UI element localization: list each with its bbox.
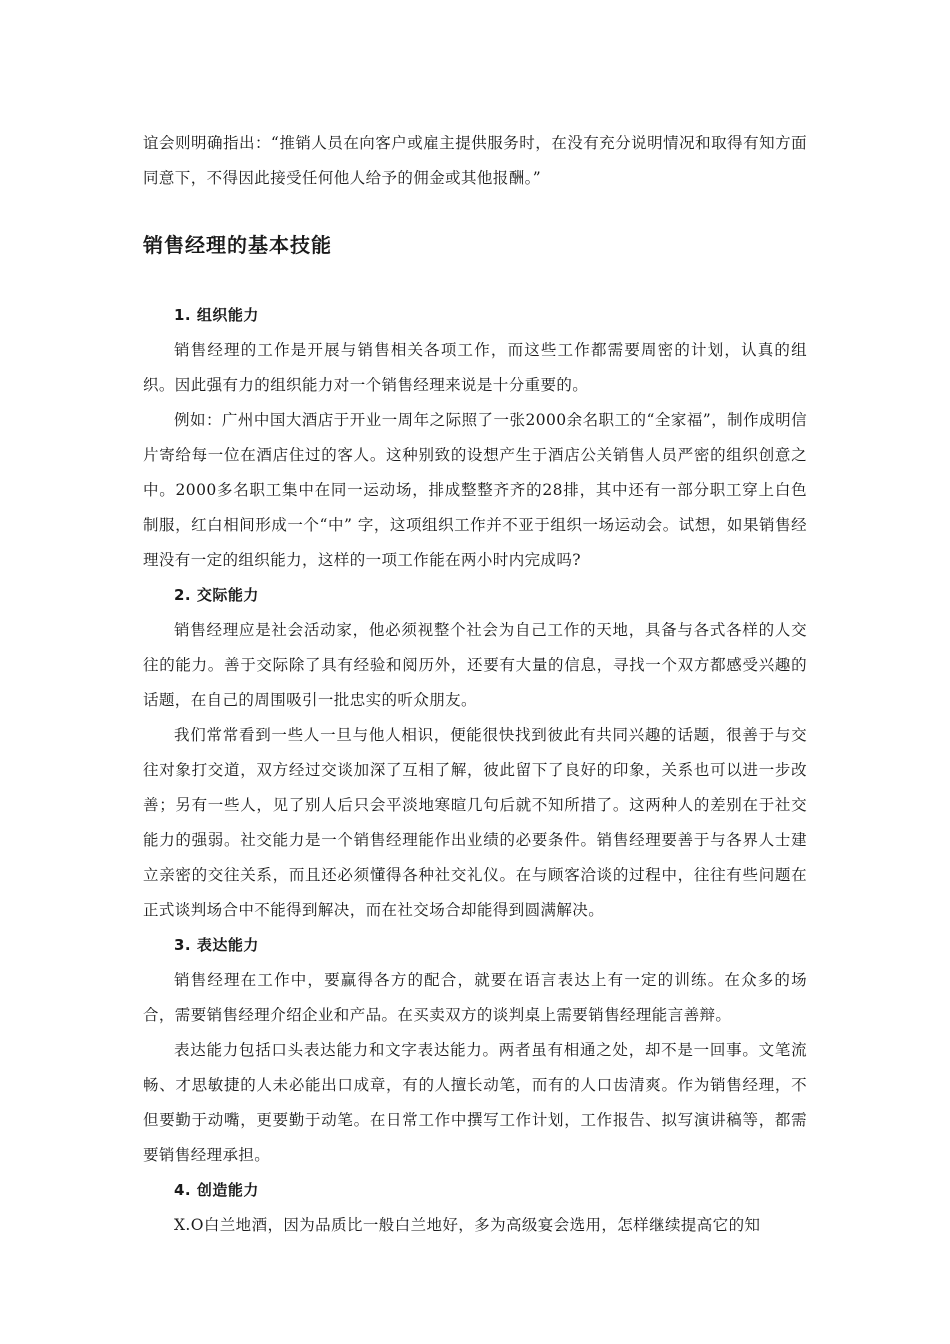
- paragraph: 销售经理的工作是开展与销售相关各项工作，而这些工作都需要周密的计划，认真的组织。因此强有力的组织能力对一个销售经理来说是十分重要的。: [143, 341, 807, 394]
- page-content: [143, 126, 807, 1243]
- intro-paragraph: 谊会则明确指出：“推销人员在向客户或雇主提供服务时，在没有充分说明情况和取得有知方面同意下，不得因此接受任何他人给予的佣金或其他报酬。”: [143, 134, 807, 187]
- paragraph: 我们常常看到一些人一旦与他人相识，便能很快找到彼此有共同兴趣的话题，很善于与交往对象打交道，双方经过交谈加深了互相了解，彼此留下了良好的印象，关系也可以进一步改善；另有一些人，见了别人后只会平淡地寒暄几句后就不知所措了。这两种人的差别在于社交能力的强弱。社交能力是一个销售经理能作出业绩的必要条件。销售经理要善于与各界人士建立亲密的交往关系，而且还必须懂得各种社交礼仪。在与顾客洽谈的过程中，往往有些问题在正式谈判场合中不能得到解决，而在社交场合却能得到圆满解决。: [143, 726, 807, 919]
- paragraph: X.O白兰地酒，因为品质比一般白兰地好，多为高级宴会选用，怎样继续提高它的知: [174, 1216, 761, 1234]
- subsection-heading-expression: 3. 表达能力: [174, 936, 259, 954]
- paragraph: 例如：广州中国大酒店于开业一周年之际照了一张2000余名职工的“全家福”，制作成明信片寄给每一位在酒店住过的客人。这种别致的设想产生于酒店公关销售人员严密的组织创意之中。2000多名职工集中在同一运动场，排成整整齐齐的28排，其中还有一部分职工穿上白色制服，红白相间形成一个“中” 字，这项组织工作并不亚于组织一场运动会。试想，如果销售经理没有一定的组织能力，这样的一项工作能在两小时内完成吗?: [143, 411, 807, 569]
- paragraph: 销售经理应是社会活动家，他必须视整个社会为自己工作的天地，具备与各式各样的人交往的能力。善于交际除了具有经验和阅历外，还要有大量的信息，寻找一个双方都感受兴趣的话题，在自己的周围吸引一批忠实的听众朋友。: [143, 621, 807, 709]
- section-title: 销售经理的基本技能: [143, 233, 332, 257]
- subsection-heading-creativity: 4. 创造能力: [174, 1181, 259, 1199]
- subsection-heading-organization: 1. 组织能力: [174, 306, 259, 324]
- subsection-heading-communication: 2. 交际能力: [174, 586, 259, 604]
- paragraph: 销售经理在工作中，要赢得各方的配合，就要在语言表达上有一定的训练。在众多的场合，需要销售经理介绍企业和产品。在买卖双方的谈判桌上需要销售经理能言善辩。: [143, 971, 807, 1024]
- paragraph: 表达能力包括口头表达能力和文字表达能力。两者虽有相通之处，却不是一回事。文笔流畅、才思敏捷的人未必能出口成章，有的人擅长动笔，而有的人口齿清爽。作为销售经理，不但要勤于动嘴，更要勤于动笔。在日常工作中撰写工作计划，工作报告、拟写演讲稿等，都需要销售经理承担。: [143, 1041, 807, 1164]
